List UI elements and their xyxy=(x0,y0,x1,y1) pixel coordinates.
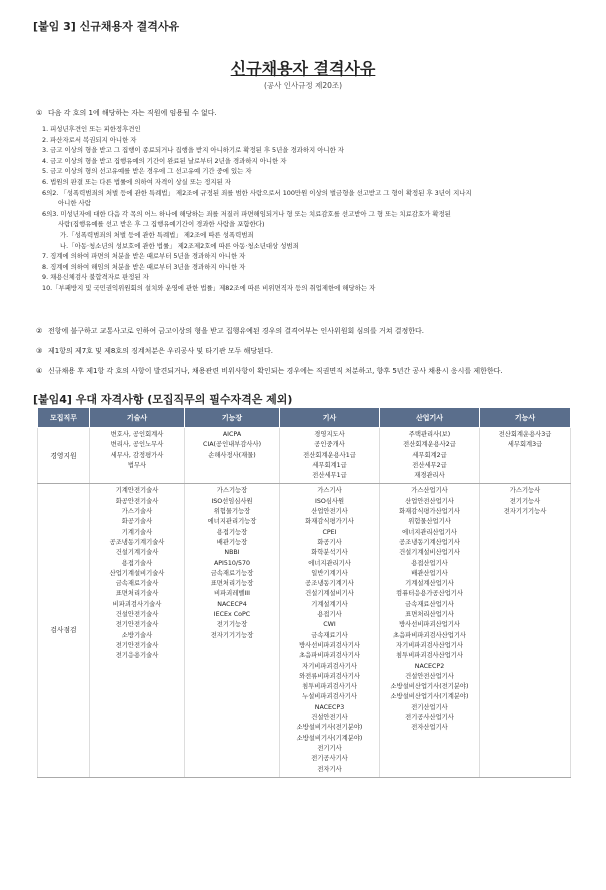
qualification-item: 전산회계운용사1급 xyxy=(303,451,356,459)
list-item: 아니한 사람 xyxy=(58,199,91,208)
table-cell xyxy=(185,484,280,777)
qualification-item: 위험물기능장 xyxy=(213,508,251,516)
list-item: 2. 파산자로서 복권되지 아니한 자 xyxy=(42,135,137,144)
qualification-item: 누설비파괴검사기사 xyxy=(302,693,357,701)
qualification-item: 경영지도사 xyxy=(314,431,345,438)
qualification-item: NACECP2 xyxy=(414,662,445,670)
list-item: 가.「성폭력범죄의 처벌 등에 관한 특례법」 제2조에 따른 성폭력범죄 xyxy=(60,230,254,239)
qualification-item: 배관산업기사 xyxy=(411,569,448,577)
qualification-item: 공인중개사 xyxy=(314,441,345,449)
qualification-item: 가스기능사 xyxy=(509,487,541,495)
list-item: 사람(집행유예를 선고 받은 후 그 집행유예기간이 경과한 사람을 포함한다) xyxy=(58,220,265,229)
qualification-item: 법무사 xyxy=(127,461,147,469)
qualification-item: 공조냉동기계기술사 xyxy=(109,538,165,546)
qualification-item: NACECP3 xyxy=(314,703,345,711)
clause-text: 신규채용 후 제1항 각 호의 사항이 발견되거나, 채용관련 비위사항이 확인되는 경우에는 직권면직 처분하고, 향후 5년간 공사 채용시 응시를 제한한다. xyxy=(48,367,503,375)
qualification-item: AICPA xyxy=(222,431,242,438)
qualification-item: 전자산업기사 xyxy=(411,724,448,732)
qualification-item: 가스기능장 xyxy=(216,487,248,495)
table-row xyxy=(38,484,571,777)
row-label: 경영지원 xyxy=(38,428,90,484)
list-item: 6의2. 「성폭력범죄의 처벌 등에 관한 특례법」 제2조에 규정된 죄를 범한 사람으로서 100만원 이상의 벌금형을 선고받고 그 형이 확정된 후 3년이 지나지 xyxy=(42,188,472,197)
qualification-item: 소방설비산업기사(전기분야) xyxy=(390,683,469,691)
clause-3 xyxy=(36,346,586,357)
qualification-item: 에너지관리산업기사 xyxy=(402,528,457,536)
qualification-item: 공조냉동기계기사 xyxy=(305,580,354,588)
qualification-item: 기계설계산업기사 xyxy=(405,580,454,588)
disqualification-list xyxy=(42,124,582,294)
qualification-item: 가스기술사 xyxy=(121,508,153,516)
qualification-item: 비파괴레벨III xyxy=(214,590,250,598)
qualification-item: 전기응용기술사 xyxy=(115,652,159,660)
qualification-item: 화공안전기술사 xyxy=(115,497,159,505)
table-cell xyxy=(480,484,571,777)
table-cell xyxy=(90,484,185,777)
qualification-item: 건설안전산업기사 xyxy=(405,672,454,680)
qualification-item: 에너지관리기능장 xyxy=(207,518,257,526)
clause-mark: ④ xyxy=(36,367,43,375)
table-cell xyxy=(380,428,480,484)
qualification-item: CPEI xyxy=(322,528,337,536)
qualification-item: CIA(공인내부감사사) xyxy=(202,441,262,449)
qualification-item: 용접기능장 xyxy=(216,528,248,536)
qualification-item: 건설기계설비기사 xyxy=(305,590,354,598)
qualification-item: 건설안전기술사 xyxy=(115,611,159,619)
qualification-item: 화학분석기사 xyxy=(311,549,348,557)
qualification-item: NBBI xyxy=(224,549,240,557)
list-item: 5. 금고 이상의 형의 선고유예를 받은 경우에 그 선고유예 기간 중에 있는 자 xyxy=(42,167,252,176)
qualification-item: CWI xyxy=(323,621,336,629)
qualification-item: 산업안전기사 xyxy=(311,508,348,516)
table-header-row xyxy=(38,408,571,428)
qualification-item: 배관기능장 xyxy=(216,538,248,546)
qualification-item: 세무회계2급 xyxy=(412,451,447,459)
qualification-item: 건설기계설비산업기사 xyxy=(399,549,460,557)
column-header: 기술사 xyxy=(90,408,185,428)
qualification-item: 소방설비기사(전기분야) xyxy=(296,724,363,732)
column-header: 산업기사 xyxy=(380,408,480,428)
column-header: 기능장 xyxy=(185,408,280,428)
qualification-item: 표면처리기술사 xyxy=(115,590,159,598)
clause-1 xyxy=(36,108,586,119)
clause-2 xyxy=(36,326,586,337)
qualification-item: 금속재료산업기사 xyxy=(405,600,454,608)
qualification-item: 전산세무2급 xyxy=(412,461,447,469)
qualification-item: 가스산업기사 xyxy=(411,487,448,495)
qualification-item: 에너지관리기사 xyxy=(308,559,351,567)
preferred-qualifications-table xyxy=(37,407,571,778)
qualification-item: 주택관리사(보) xyxy=(408,431,451,438)
qualification-item: 금속재료기술사 xyxy=(115,580,159,588)
qualification-item: 초음파비파괴검사산업기사 xyxy=(393,631,466,639)
qualification-item: 화재감식평가산업기사 xyxy=(399,508,460,516)
qualification-item: 건설안전기사 xyxy=(311,714,348,722)
qualification-item: 전산세무1급 xyxy=(312,472,347,480)
qualification-item: 표면처리산업기사 xyxy=(405,611,454,619)
column-header: 기능사 xyxy=(480,408,571,428)
qualification-item: 가스기사 xyxy=(317,487,342,495)
list-item: 6. 법원의 판결 또는 다른 법률에 의하여 자격이 상실 또는 정지된 자 xyxy=(42,177,231,186)
clause-mark: ① xyxy=(36,109,43,117)
qualification-item: 전기기능사 xyxy=(509,497,541,505)
qualification-item: 기계설계기사 xyxy=(311,600,348,608)
qualification-item: 용접기사 xyxy=(317,611,342,619)
qualification-item: 금속재료기사 xyxy=(311,631,348,639)
table-cell xyxy=(380,484,480,777)
list-item: 1. 피성년후견인 또는 피한정후견인 xyxy=(42,125,141,133)
qualification-item: 초음파비파괴검사기사 xyxy=(299,652,360,660)
clause-mark: ② xyxy=(36,327,43,335)
attachment4-heading: [붙임4] 우대 자격사항 (모집직무의 필수자격은 제외) xyxy=(33,393,293,406)
qualification-item: NACECP4 xyxy=(217,600,247,608)
qualification-item: 용접산업기사 xyxy=(411,559,448,567)
qualification-item: 소방기술사 xyxy=(121,631,153,639)
qualification-item: 용접기술사 xyxy=(121,559,153,567)
qualification-item: 방사선비파괴검사기사 xyxy=(299,641,360,649)
qualification-item: 화공기사 xyxy=(317,538,342,546)
qualification-item: 손해사정사(재물) xyxy=(208,451,256,459)
qualification-item: ISO심사원 xyxy=(314,497,345,505)
table-body xyxy=(38,428,571,778)
qualification-item: 방사선비파괴산업기사 xyxy=(399,621,460,629)
qualification-item: 일반기계기사 xyxy=(311,569,348,577)
qualification-item: 전기산업기사 xyxy=(411,703,448,711)
list-item: 7. 징계에 의하여 파면의 처분을 받은 때로부터 5년을 경과하지 아니한 자 xyxy=(42,252,246,261)
qualification-item: 전기공사기사 xyxy=(311,755,348,763)
qualification-item: 자기비파괴검사산업기사 xyxy=(396,641,463,649)
qualification-item: 침투비파괴검사기사 xyxy=(302,683,357,691)
list-item: 9. 채용신체검사 불합격자로 판정된 자 xyxy=(42,273,149,282)
table-cell xyxy=(280,428,380,484)
list-item: 8. 징계에 의하여 해임의 처분을 받은 때로부터 3년을 경과하지 아니한 자 xyxy=(42,262,246,271)
list-item: 나.「아동·청소년의 성보호에 관한 법률」 제2조제2호에 따른 아동·청소년대상 성범죄 xyxy=(60,241,299,250)
qualification-item: ISO선임심사원 xyxy=(211,497,253,505)
qualification-item: 전산회계운용사3급 xyxy=(498,431,552,438)
qualification-item: 변호사, 공인회계사 xyxy=(110,431,164,438)
clause-4 xyxy=(36,366,586,377)
qualification-item: 전자기사 xyxy=(317,765,342,773)
qualification-item: 비파괴검사기술사 xyxy=(112,600,162,608)
qualification-item: 화공기술사 xyxy=(121,518,153,526)
list-item: 4. 금고 이상의 형을 받고 집행유예의 기간이 완료된 날로부터 2년을 경과하지 아니한 자 xyxy=(42,156,287,165)
qualification-item: 산업기계설비기술사 xyxy=(109,569,165,577)
qualification-item: 전자기기기능장 xyxy=(210,631,254,639)
qualification-item: 소방설비산업기사(기계분야) xyxy=(390,693,469,701)
qualification-item: 전기기사 xyxy=(317,744,342,752)
qualification-item: 세무사, 감정평가사 xyxy=(110,451,164,459)
qualification-item: 공조냉동기계산업기사 xyxy=(399,538,460,546)
column-header: 기사 xyxy=(280,408,380,428)
attachment3-heading: [붙임 3] 신규채용자 결격사유 xyxy=(33,20,180,33)
qualification-item: 소방설비기사(기계분야) xyxy=(296,734,363,742)
qualification-item: 와전류비파괴검사기사 xyxy=(299,672,360,680)
column-header: 모집직무 xyxy=(38,408,90,428)
qualification-item: 금속재료기능장 xyxy=(210,569,254,577)
list-item: 6의3. 미성년자에 대한 다음 각 목의 어느 하나에 해당하는 죄를 저질러 파면해임되거나 형 또는 치료감호를 선고받아 그 형 또는 치료감호가 확정된 xyxy=(42,209,451,218)
table-cell xyxy=(185,428,280,484)
qualification-item: IECEx CoPC xyxy=(213,611,251,619)
table-row xyxy=(38,428,571,484)
qualification-item: API510/570 xyxy=(213,559,251,567)
qualification-item: 자기비파괴검사기사 xyxy=(302,662,357,670)
qualification-item: 전자기기기능사 xyxy=(503,508,547,516)
qualification-item: 전산회계운용사2급 xyxy=(403,441,456,449)
qualification-item: 세무회계3급 xyxy=(507,441,543,449)
qualification-item: 침투비파괴검사산업기사 xyxy=(396,652,463,660)
qualification-item: 전기안전기술사 xyxy=(115,621,159,629)
qualification-item: 건설기계기술사 xyxy=(115,549,159,557)
clause-text: 전항에 불구하고 교통사고로 인하여 금고이상의 형을 받고 집행유예된 경우의 결격여부는 인사위원회 심의를 거쳐 결정한다. xyxy=(48,327,425,335)
list-item: 3. 금고 이상의 형을 받고 그 집행이 종료되거나 집행을 받지 아니하기로 확정된 후 5년을 경과하지 아니한 자 xyxy=(42,146,344,155)
list-item: 10.「부패방지 및 국민권익위원회의 설치와 운영에 관한 법률」제82조에 따른 비위면직자 등의 취업제한에 해당하는 자 xyxy=(42,283,376,292)
qualification-item: 전기기능장 xyxy=(216,621,248,629)
table-cell xyxy=(480,428,571,484)
qualification-item: 컴퓨터응용가공산업기사 xyxy=(396,590,463,598)
qualification-item: 세무회계1급 xyxy=(312,461,347,469)
qualification-item: 전기공사산업기사 xyxy=(405,714,454,722)
qualification-item: 산업안전산업기사 xyxy=(405,497,454,505)
table-cell xyxy=(280,484,380,777)
qualification-item: 화재감식평가기사 xyxy=(305,518,354,526)
clause-text: 제1항의 제7호 및 제8호의 징계처분은 우리공사 및 타기관 모두 해당된다. xyxy=(48,347,273,355)
document-title: 신규채용자 결격사유 xyxy=(230,59,376,78)
qualification-item: 위험물산업기사 xyxy=(408,518,451,526)
document-subtitle: (공사 인사규정 제20조) xyxy=(263,81,343,90)
clause-text: 다음 각 호의 1에 해당하는 자는 직원에 임용될 수 없다. xyxy=(48,109,217,117)
clause-mark: ③ xyxy=(36,347,43,355)
qualification-item: 기계기술사 xyxy=(121,528,153,536)
qualification-item: 표면처리기능장 xyxy=(210,580,254,588)
qualification-item: 재경관리사 xyxy=(414,472,445,480)
table-cell xyxy=(90,428,185,484)
qualification-item: 변리사, 공인노무사 xyxy=(110,441,164,449)
row-label: 검사점검 xyxy=(38,484,90,777)
qualification-item: 전기안전기술사 xyxy=(115,641,159,649)
qualification-item: 기계안전기술사 xyxy=(115,487,159,495)
